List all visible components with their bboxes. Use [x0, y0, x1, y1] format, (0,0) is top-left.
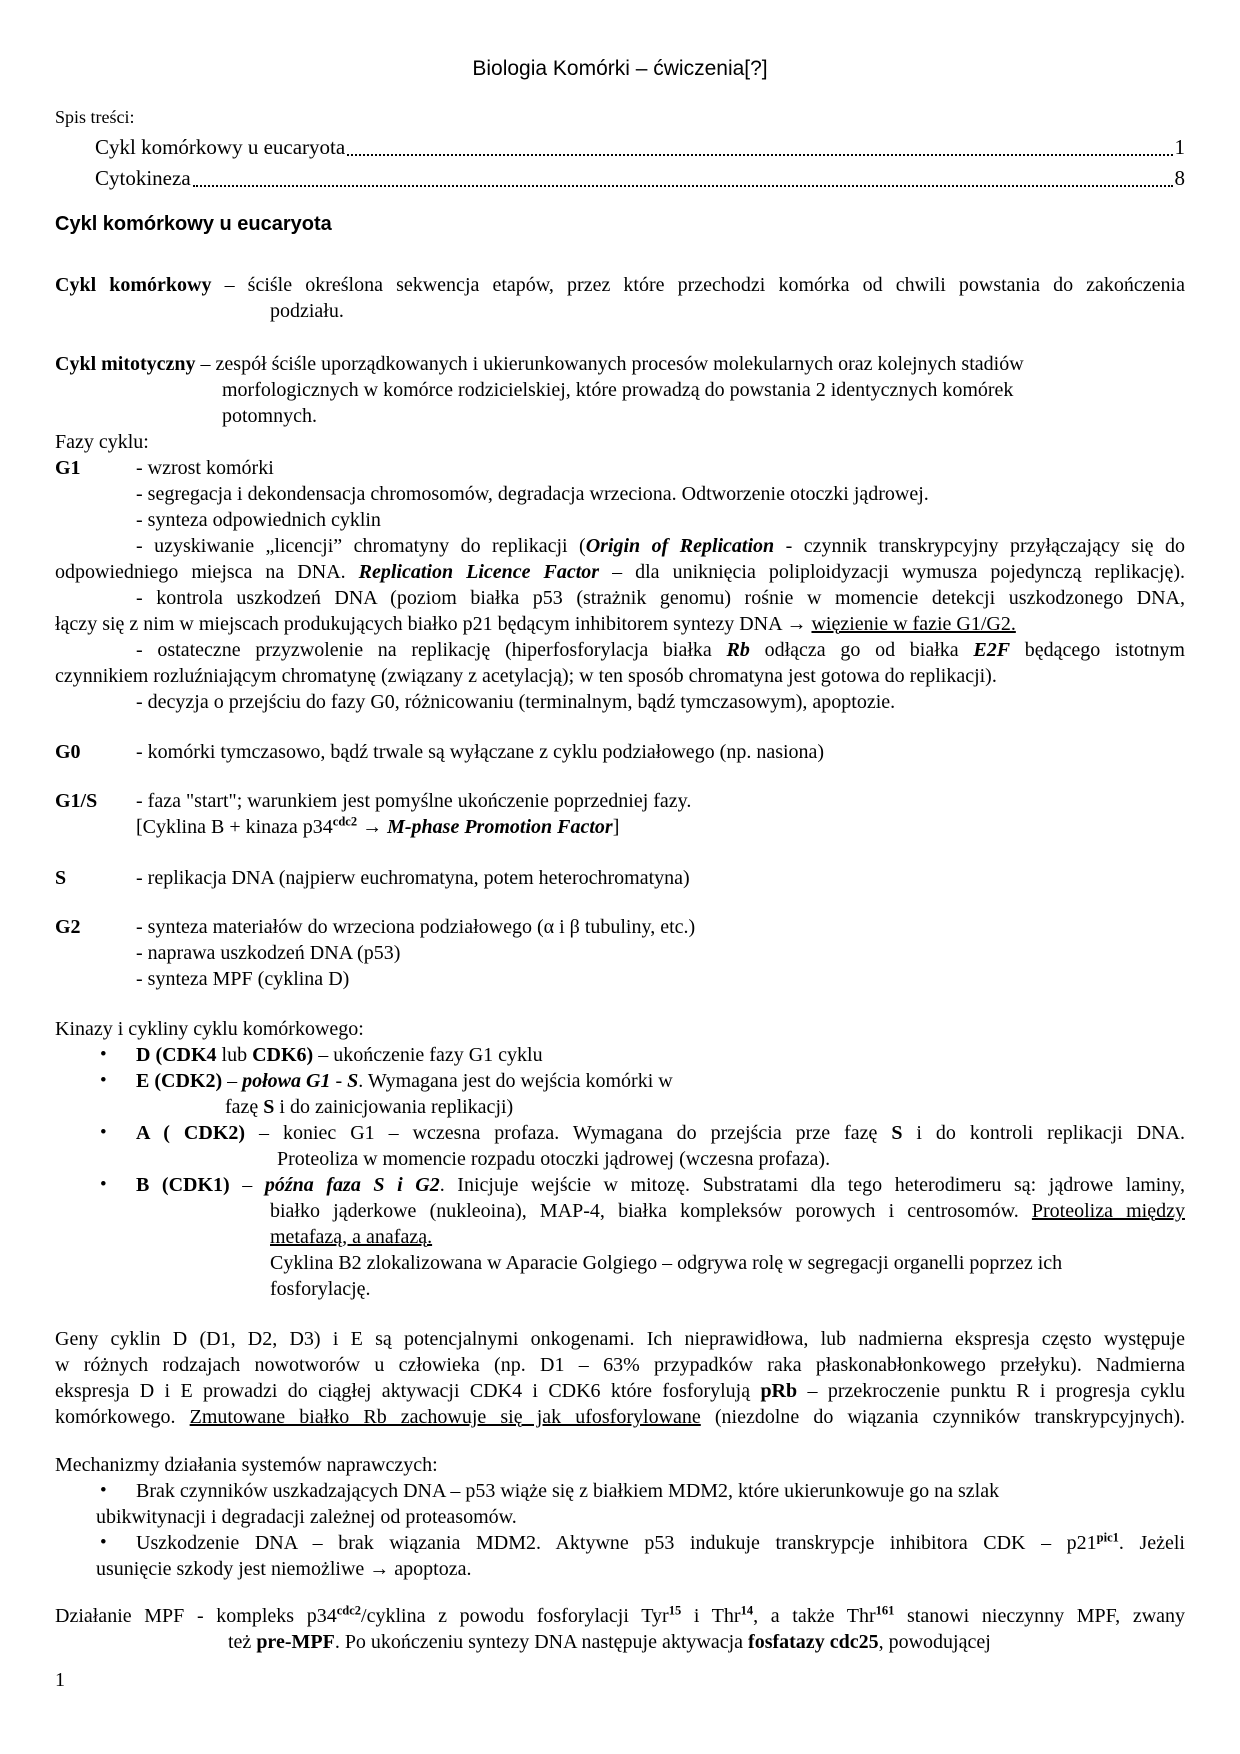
bullet-item: • E (CDK2) – połowa G1 - S. Wymagana jest do wejścia komórki w: [100, 1070, 673, 1092]
phase-label: G1: [55, 457, 81, 479]
bullet-item-continuation: białko jąderkowe (nukleoina), MAP-4, białka kompleksów porowych i centrosomów. Proteoliza między: [270, 1200, 1185, 1222]
bullet-icon: •: [100, 1122, 107, 1143]
bullet-item-continuation: fazę S i do zainicjowania replikacji): [225, 1096, 514, 1118]
phase-detail-line: odpowiedniego miejsca na DNA. Replication Licence Factor – dla uniknięcia poliploidyzacji wymusza pojedynczą replikację).: [55, 561, 1185, 583]
toc-leader-dots: [193, 185, 1173, 187]
phase-detail-line: [Cyklina B + kinaza $p34^{cdc2}$ → M-phase Promotion Factor]: [136, 814, 620, 838]
phase-detail-line: - synteza MPF (cyklina D): [136, 968, 350, 990]
paragraph-line: ekspresja D i E prowadzi do ciągłej aktywacji CDK4 i CDK6 które fosforylują pRb – przekroczenie punktu R i progresja cyklu: [55, 1380, 1185, 1402]
phase-row: S - replikacja DNA (najpierw euchromatyna, potem heterochromatyna): [55, 867, 690, 889]
toc-page-number: 8: [1174, 166, 1185, 190]
bullet-item: • Brak czynników uszkadzających DNA – p53 wiąże się z białkiem MDM2, które ukierunkowuje go na szlak: [100, 1480, 1000, 1502]
list-intro-line: Kinazy i cykliny cyklu komórkowego:: [55, 1018, 364, 1040]
phase-label: S: [55, 867, 67, 889]
paragraph-line: morfologicznych w komórce rodzicielskiej, które prowadzą do powstania 2 identycznych komórek: [222, 379, 1014, 401]
phase-label: G0: [55, 741, 81, 763]
phase-label: G2: [55, 916, 81, 938]
bullet-icon: •: [100, 1480, 107, 1501]
page-number: 1: [55, 1669, 65, 1691]
toc-entry-label: Cykl komórkowy u eucaryota: [95, 135, 346, 159]
bullet-icon: •: [100, 1070, 107, 1091]
bullet-icon: •: [100, 1532, 107, 1553]
toc-entry: [95, 132, 1185, 163]
document-title: Biologia Komórki – ćwiczenia[?]: [472, 57, 768, 80]
phase-detail-line: - naprawa uszkodzeń DNA (p53): [136, 942, 401, 964]
bullet-item-continuation: Cyklina B2 zlokalizowana w Aparacie Golgiego – odgrywa rolę w segregacji organelli poprzez ich: [270, 1252, 1063, 1274]
paragraph-line: w różnych rodzajach nowotworów u człowieka (np. D1 – 63% przypadków raka płaskonabłonkowego przełyku). Nadmierna: [55, 1354, 1185, 1376]
phase-detail-line: - synteza odpowiednich cyklin: [136, 509, 381, 531]
bullet-item: • D (CDK4 lub CDK6) – ukończenie fazy G1 cyklu: [100, 1044, 543, 1066]
phase-row: G1/S - faza "start"; warunkiem jest pomyślne ukończenie poprzedniej fazy.: [55, 790, 692, 812]
bullet-item-continuation: ubikwitynacji i degradacji zależnej od proteasomów.: [96, 1506, 517, 1528]
bullet-item-continuation: Proteoliza w momencie rozpadu otoczki jądrowej (wczesna profaza).: [277, 1148, 831, 1170]
toc-entry: [95, 163, 1185, 194]
phase-detail-line: - decyzja o przejściu do fazy G0, różnicowaniu (terminalnym, bądź tymczasowym), apoptozie.: [136, 691, 896, 713]
paragraph-line: też pre-MPF. Po ukończeniu syntezy DNA następuje aktywacja fosfatazy cdc25, powodującej: [228, 1631, 991, 1653]
phase-detail-line: - uzyskiwanie „licencji” chromatyny do replikacji (Origin of Replication - czynnik transkrypcyjny przyłączający się do: [136, 535, 1185, 557]
paragraph-line: Geny cyklin D (D1, D2, D3) i E są potencjalnymi onkogenami. Ich nieprawidłowa, lub nadmierna ekspresja często występuje: [55, 1328, 1185, 1350]
phase-detail-line: - ostateczne przyzwolenie na replikację (hiperfosforylacja białka Rb odłącza go od białka E2F będącego istotnym: [136, 639, 1185, 661]
bullet-item: • B (CDK1) – późna faza S i G2. Inicjuje wejście w mitozę. Substratami dla tego heterodimeru są: jądrowe laminy,: [100, 1174, 1186, 1196]
phase-detail-line: łączy się z nim w miejscach produkujących białko p21 będącym inhibitorem syntezy DNA → więzienie w fazie G1/G2.: [55, 613, 1016, 635]
bullet-item-continuation: metafazą, a anafazą.: [270, 1226, 433, 1248]
body-lines: [55, 272, 1185, 1655]
toc-entries: [55, 132, 1185, 194]
phase-detail-line: czynnikiem rozluźniającym chromatynę (związany z acetylacją); w ten sposób chromatyna jest gotowa do replikacji).: [55, 665, 997, 687]
phase-label: G1/S: [55, 790, 98, 812]
list-intro-line: Mechanizmy działania systemów naprawczych:: [55, 1454, 438, 1476]
paragraph-line: Cykl komórkowy – ściśle określona sekwencja etapów, przez które przechodzi komórka od chwili powstania do zakończenia: [55, 274, 1185, 296]
phase-row: G0 - komórki tymczasowo, bądź trwale są wyłączane z cyklu podziałowego (np. nasiona): [55, 741, 825, 763]
paragraph-line: potomnych.: [222, 405, 317, 427]
paragraph-line: podziału.: [270, 300, 344, 322]
section-heading: Cykl komórkowy u eucaryota: [55, 213, 332, 235]
bullet-item: • A ( CDK2) – koniec G1 – wczesna profaza. Wymagana do przejścia prze fazę S i do kontroli replikacji DNA.: [100, 1122, 1185, 1144]
bullet-item-continuation: fosforylację.: [270, 1278, 371, 1300]
bullet-icon: •: [100, 1174, 107, 1195]
toc-entry-label: Cytokineza: [95, 166, 191, 190]
bullet-item: • Uszkodzenie DNA – brak wiązania MDM2. Aktywne p53 indukuje transkrypcje inhibitora CDK – $p21^{pic1}$. Jeżeli: [100, 1530, 1185, 1554]
list-intro-line: Fazy cyklu:: [55, 431, 149, 453]
toc-page-number: 1: [1174, 135, 1185, 159]
toc-heading: Spis treści:: [55, 107, 135, 127]
paragraph-line: Działanie MPF - kompleks $p34^{cdc2}$/cyklina z powodu fosforylacji Tyr$^{15}$ i Thr$^{14}$, a także Thr$^{161}$ stanowi nieczynny MPF, zwany: [55, 1603, 1186, 1627]
phase-row: G2 - synteza materiałów do wrzeciona podziałowego (α i β tubuliny, etc.): [55, 916, 696, 938]
phase-detail-line: - segregacja i dekondensacja chromosomów, degradacja wrzeciona. Odtworzenie otoczki jądrowej.: [136, 483, 929, 505]
bullet-icon: •: [100, 1044, 107, 1065]
phase-row: G1 - wzrost komórki: [55, 457, 274, 479]
bullet-item-continuation: usunięcie szkody jest niemożliwe → apoptoza.: [96, 1558, 472, 1580]
paragraph-line: Cykl mitotyczny – zespół ściśle uporządkowanych i ukierunkowanych procesów molekularnych oraz kolejnych stadiów: [55, 353, 1024, 375]
phase-detail-line: - kontrola uszkodzeń DNA (poziom białka p53 (strażnik genomu) rośnie w momencie detekcji uszkodzonego DNA,: [136, 587, 1185, 609]
toc-leader-dots: [347, 154, 1172, 156]
paragraph-line: komórkowego. Zmutowane białko Rb zachowuje się jak ufosforylowane (niezdolne do wiązania czynników transkrypcyjnych).: [55, 1406, 1185, 1428]
